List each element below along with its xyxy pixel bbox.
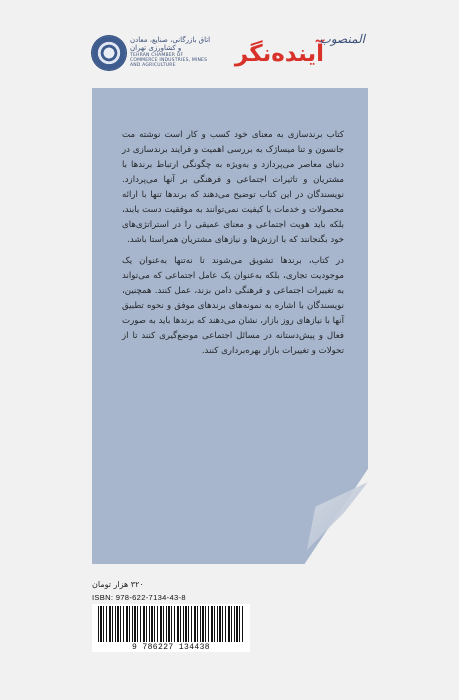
barcode [92, 604, 250, 652]
chamber-name-fa: اتاق بازرگانی، صنایع، معادن و کشاورزی تهران [130, 36, 211, 52]
chamber-seal-logo [92, 36, 126, 70]
isbn-label: ISBN: 978-622-7134-43-8 [92, 593, 186, 602]
barcode-digits: 9 786227 134438 [131, 643, 210, 652]
blurb-text [122, 128, 344, 365]
imprint-logo: آینده‌نگر [234, 41, 324, 67]
blurb-paragraph-2: در کتاب، برندها تشویق می‌شوند تا نه‌تنها به‌عنوان یک موجودیت تجاری، بلکه به‌عنوان یک عامل اجتماعی که می‌تواند به تغییرات اجتماعی و فرهنگی دامن بزند، عمل کنند. همچنین، نویسندگان با اشاره به نمونه‌های برندهای موفق و نحوه تطبیق آنها با نیازهای روز بازار، نشان می‌دهند که برندها باید به صورت فعال و پیش‌دستانه در مسائل اجتماعی موضع‌گیری کنند تا از تحولات و تغییرات بازار بهره‌برداری کنند. [122, 256, 344, 356]
chamber-name-en: TEHRAN CHAMBER OF COMMERCE INDUSTRIES, MINES AND AGRICULTURE [130, 53, 208, 68]
calligraphy-logo: المنصوب [319, 32, 365, 46]
barcode-bars [98, 606, 244, 642]
chamber-name [130, 36, 212, 68]
price-label: ۳۲۰ هزار تومان [92, 580, 144, 589]
blurb-paragraph-1: کتاب برندسازی به معنای خود کسب و کار است نوشته مت جانسون و تنا میساژک به بررسی اهمیت و فرایند برندسازی در دنیای معاصر می‌پردازد و به‌ویژه به چگونگی ارتباط برندها با مشتریان و تاثیرات اجتماعی و فرهنگی بر آنها می‌پردازد. نویسندگان در این کتاب توضیح می‌دهند که برندها تنها با ارائه محصولات و خدمات با کیفیت نمی‌توانند به موفقیت دست یابند، بلکه باید هویت اجتماعی و معنای عمیقی را در استراتژی‌های خود بگنجانند که با ارزش‌ها و نیازهای مشتریان همراستا باشد. [122, 130, 344, 245]
